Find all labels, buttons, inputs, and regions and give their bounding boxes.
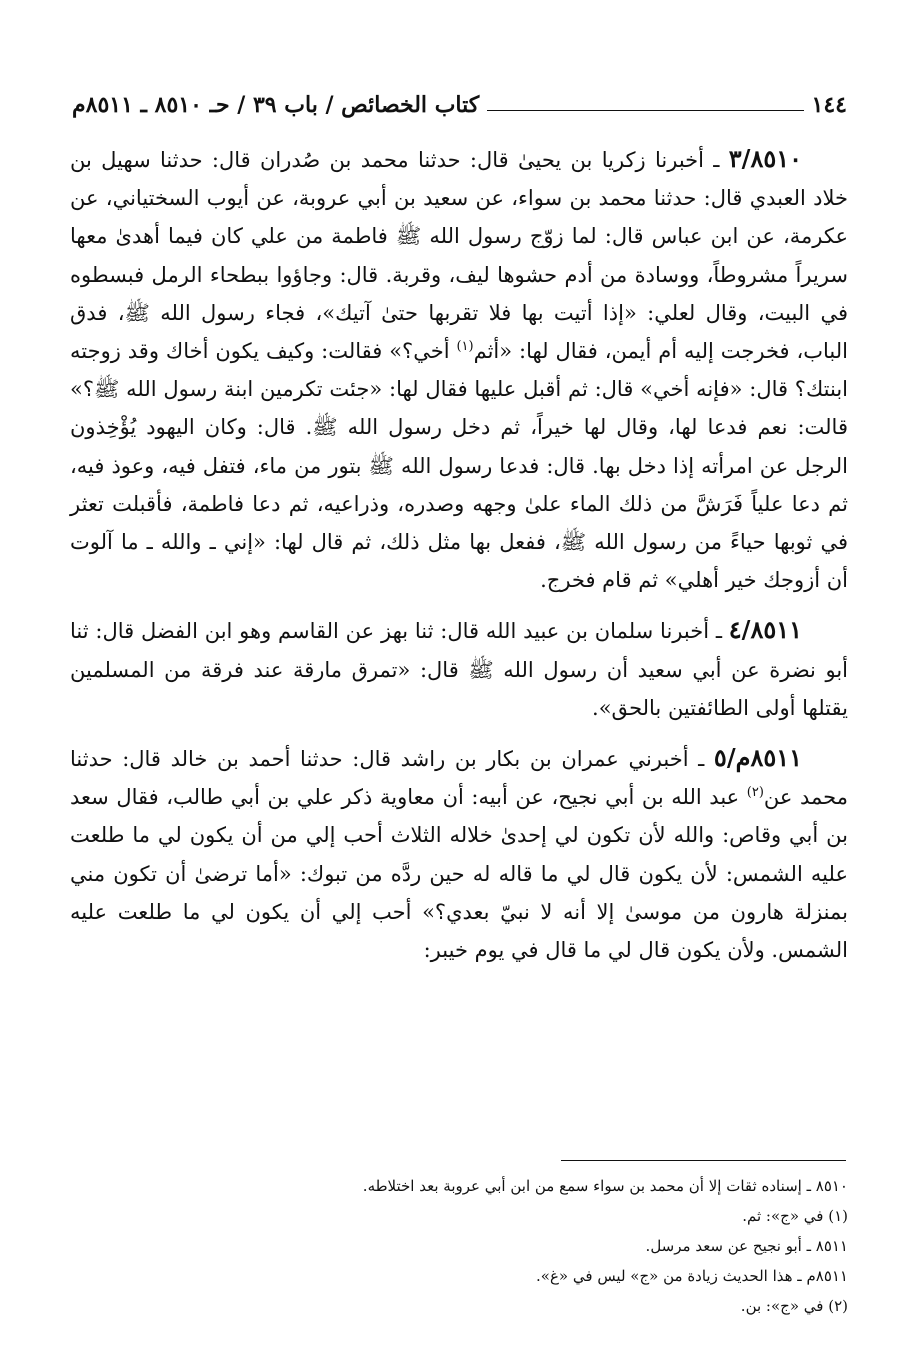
hadith-8511m bbox=[70, 739, 848, 969]
footnote: (١) في «ج»: ثم. bbox=[742, 1207, 848, 1225]
footnote-separator bbox=[561, 1160, 846, 1161]
hadith-8510 bbox=[70, 140, 848, 599]
main-text bbox=[70, 140, 848, 981]
hadith-text: ـ أخبرني عمران بن بكار بن راشد قال: حدثنا أحمد بن خالد قال: حدثنا محمد عن bbox=[70, 747, 848, 810]
hadith-text-continued: عبد الله بن أبي نجيح، عن أبيه: أن معاوية ذكر علي بن أبي طالب، فقال سعد بن أبي وقاص: والله لأن تكون لي إحدىٰ خلاله الثلاث أحب إلي من أن يكون لي ما طلعت عليه الشمس: لأن يكون قال لي ما قاله له حين ردَّه من تبوك: «أما ترضىٰ أن تكون مني بمنزلة هارون من موسىٰ إلا أنه لا نبيّ بعدي؟» أحب إلي أن يكون لي ما طلعت عليه الشمس. ولأن يكون قال لي ما قال في يوم خيبر: bbox=[70, 785, 848, 963]
running-title: كتاب الخصائص / باب ٣٩ / حـ ٨٥١٠ ـ ٨٥١١م bbox=[72, 92, 480, 118]
hadith-number: ٨٥١١م/٥ bbox=[713, 743, 802, 773]
footnotes bbox=[70, 1171, 848, 1321]
hadith-number: ٣/٨٥١٠ bbox=[728, 144, 802, 173]
hadith-number: ٤/٨٥١١ bbox=[728, 615, 802, 645]
footnote: ٨٥١١ ـ أبو نجيح عن سعد مرسل. bbox=[645, 1237, 848, 1255]
footnote-marker: (٢) bbox=[746, 785, 764, 801]
running-header bbox=[72, 78, 847, 118]
footnote: ٨٥١١م ـ هذا الحديث زيادة من «ج» ليس في «غ». bbox=[536, 1267, 848, 1285]
hadith-text-continued: أخي؟» فقالت: وكيف يكون أخاك وقد زوجته ابنتك؟ قال: «فإنه أخي» قال: ثم أقبل عليها فقال لها: «جئت تكرمين ابنة رسول الله ﷺ؟» قالت: نعم فدعا لها، وقال لها خيراً، ثم دخل رسول الله ﷺ. قال: وكان اليهود يُؤْخِذون الرجل عن امرأته إذا دخل بها. قال: فدعا رسول الله ﷺ بتور من ماء، فتفل فيه، وعوذ فيه، ثم دعا علياً فَرَشَّ من ذلك الماء علىٰ وجهه وصدره، وذراعيه، ثم دعا فاطمة، فأقبلت تعثر في ثوبها حياءً من رسول الله ﷺ، ففعل بها مثل ذلك، ثم قال لها: «إني ـ والله ـ ما آلوت أن أزوجك خير أهلي» ثم قام فخرج. bbox=[70, 339, 848, 593]
page-number: ١٤٤ bbox=[811, 92, 847, 118]
hadith-text: ـ أخبرنا سلمان بن عبيد الله قال: ثنا بهز عن القاسم وهو ابن الفضل قال: ثنا أبو نضرة عن أبي سعيد أن رسول الله ﷺ قال: «تمرق مارقة عند فرقة من المسلمين يقتلها أولى الطائفتين بالحق». bbox=[70, 619, 848, 720]
footnote-marker: (١) bbox=[456, 339, 474, 355]
footnote: (٢) في «ج»: بن. bbox=[740, 1297, 848, 1315]
header-rule bbox=[487, 110, 803, 111]
footnote: ٨٥١٠ ـ إسناده ثقات إلا أن محمد بن سواء سمع من ابن أبي عروبة بعد اختلاطه. bbox=[362, 1177, 848, 1195]
hadith-text: ـ أخبرنا زكريا بن يحيىٰ قال: حدثنا محمد بن صُدران قال: حدثنا سهيل بن خلاد العبدي قال: حدثنا محمد بن سواء، عن سعيد بن أبي عروبة، عن أيوب السختياني، عن عكرمة، عن ابن عباس قال: لما زوّج رسول الله ﷺ فاطمة من علي كان فيما أهدىٰ معها سريراً مشروطاً، ووسادة من أدم حشوها ليف، وقربة. قال: وجاؤوا ببطحاء الرمل فبسطوه في البيت، وقال لعلي: «إذا أتيت بها فلا تقربها حتىٰ آتيك»، فجاء رسول الله ﷺ، فدق الباب، فخرجت إليه أم أيمن، فقال لها: «أثم bbox=[70, 148, 848, 364]
hadith-8511 bbox=[70, 611, 848, 727]
